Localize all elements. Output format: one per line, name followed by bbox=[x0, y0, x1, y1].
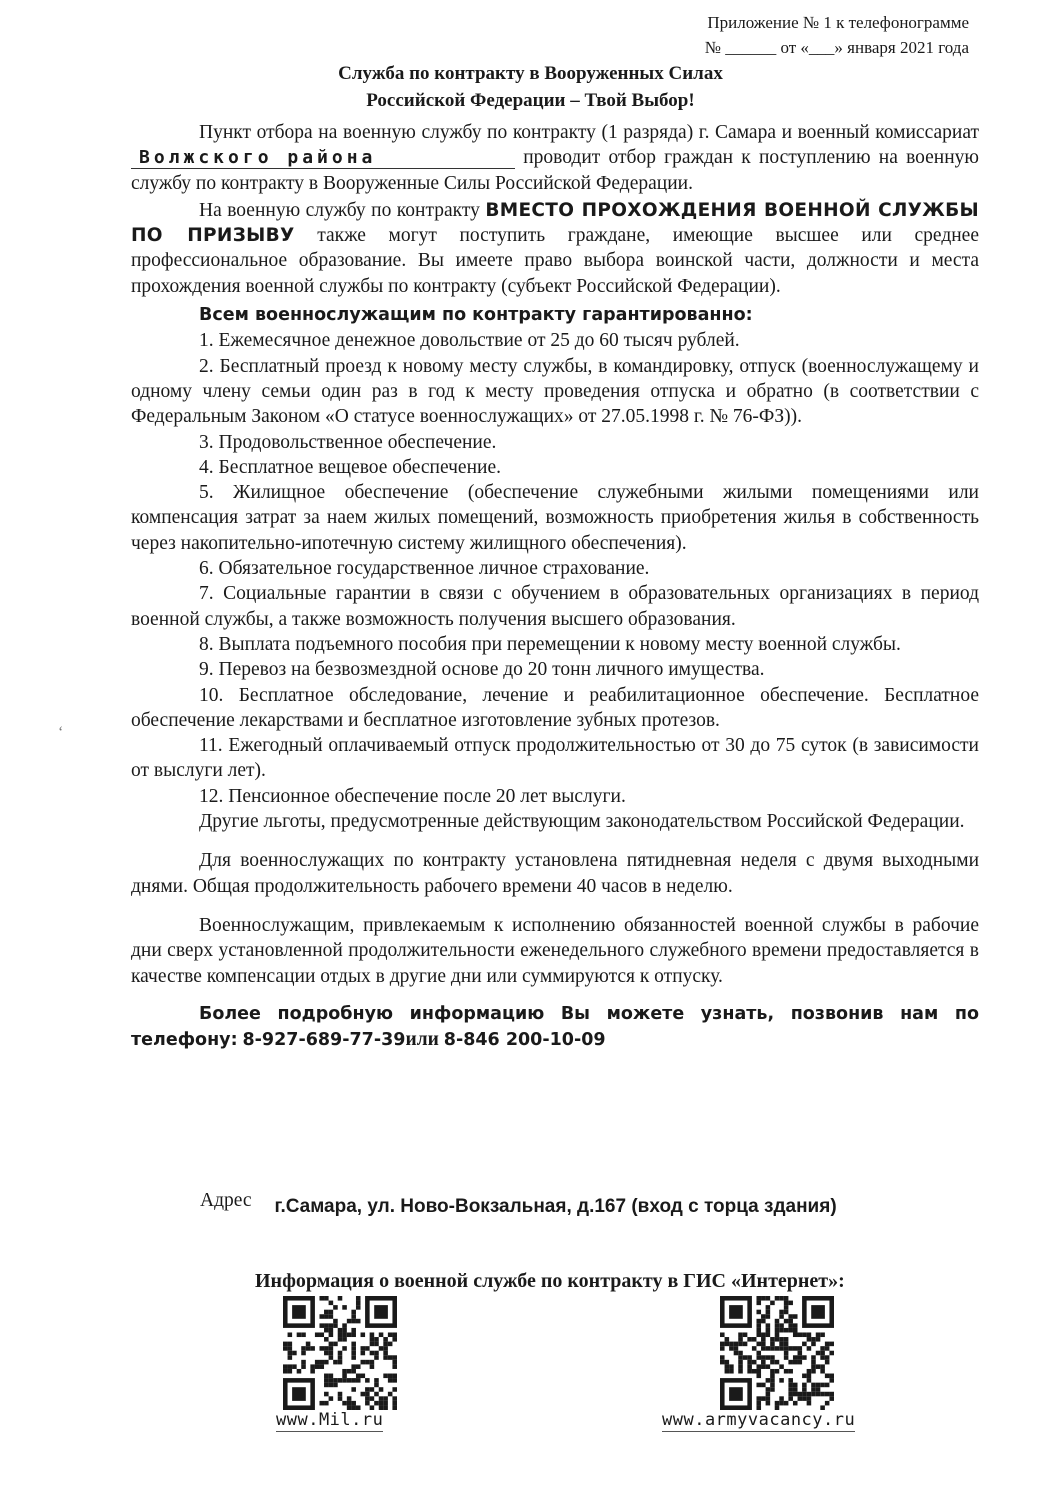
qr-block-mil bbox=[283, 1296, 397, 1415]
guarantee-item: 7. Социальные гарантии в связи с обучением в образовательных организациях в период военной службы, а также возможность получения высшего образования. bbox=[131, 583, 979, 630]
intro-text-start: Пункт отбора на военную службу по контракту (1 разряда) г. Самара и военный комиссариат bbox=[199, 122, 979, 143]
qr-code-icon bbox=[283, 1296, 397, 1410]
address-row bbox=[200, 1190, 837, 1217]
mil-ru-link[interactable]: www.Mil.ru bbox=[276, 1410, 384, 1430]
phone-1: 8-927-689-77-39 bbox=[242, 1030, 406, 1051]
internet-info-heading: Информация о военной службе по контракту в ГИС «Интернет»: bbox=[255, 1270, 845, 1292]
guarantee-item: 12. Пенсионное обеспечение после 20 лет выслуги. bbox=[199, 785, 626, 807]
address-label: Адрес bbox=[200, 1190, 252, 1211]
address-value: г.Самара, ул. Ново-Вокзальная, д.167 (вход с торца здания) bbox=[274, 1196, 837, 1217]
link-mil[interactable] bbox=[276, 1410, 383, 1430]
armyvacancy-link[interactable]: www.armyvacancy.ru bbox=[662, 1410, 856, 1430]
document-body bbox=[131, 120, 979, 1053]
title-line-1: Служба по контракту в Вооруженных Силах bbox=[338, 63, 723, 84]
guarantee-item: 8. Выплата подъемного пособия при перемещении к новому месту военной службы. bbox=[199, 633, 901, 655]
second-caps: ВМЕСТО ПРОХОЖДЕНИЯ ВОЕННОЙ СЛУЖБЫ ПО ПРИЗЫВУ bbox=[131, 199, 979, 247]
qr-block-armyvacancy bbox=[720, 1296, 834, 1415]
attachment-line-1: Приложение № 1 к телефонограмме bbox=[707, 13, 969, 32]
contact-text: Более подробную информацию Вы можете узнать, позвонив нам по телефону: bbox=[131, 1003, 979, 1051]
phone-2: 8-846 200-10-09 bbox=[443, 1030, 606, 1051]
second-lead: На военную службу по контракту bbox=[199, 199, 480, 221]
guarantee-item: 3. Продовольственное обеспечение. bbox=[199, 431, 497, 453]
guarantee-item: 10. Бесплатное обследование, лечение и реабилитационное обеспечение. Бесплатное обеспечение лекарствами и бесплатное изготовление зубных протезов. bbox=[131, 684, 979, 731]
second-paragraph bbox=[131, 198, 979, 299]
other-benefits: Другие льготы, предусмотренные действующим законодательством Российской Федерации. bbox=[199, 811, 965, 833]
guarantee-item: 9. Перевоз на безвозмездной основе до 20 тонн личного имущества. bbox=[199, 659, 765, 681]
contact-paragraph bbox=[131, 1001, 979, 1054]
attachment-line-2: № ______ от «___» января 2021 года bbox=[704, 38, 969, 57]
phone-or: или bbox=[405, 1029, 439, 1051]
title-line-2: Российской Федерации – Твой Выбор! bbox=[366, 90, 695, 111]
guarantee-item: 2. Бесплатный проезд к новому месту службы, в командировку, отпуск (военнослужащему и одному члену семьи один раз в год к месту проведения отпуска и обратно (в соответствии с Федеральным Законом «О статусе военнослужащих» от 27.05.1998 г. № 76-ФЗ)). bbox=[131, 355, 979, 428]
attachment-note bbox=[705, 10, 969, 60]
guarantees-list bbox=[131, 328, 979, 809]
document-title bbox=[0, 60, 1061, 114]
qr-code-icon bbox=[720, 1296, 834, 1410]
second-rest: также могут поступить граждане, имеющие высшее или среднее профессиональное образование. Вы имеете право выбора воинской части, должности и места прохождения военной службы по контракту (субъект Российской Федерации). bbox=[131, 225, 979, 297]
overtime-paragraph: Военнослужащим, привлекаемым к исполнению обязанностей военной службы в рабочие дни сверх установленной продолжительности еженедельного служебного времени предоставляется в качестве компенсации отдых в другие дни или суммируются к отпуску. bbox=[131, 914, 979, 987]
guarantee-item: 4. Бесплатное вещевое обеспечение. bbox=[199, 456, 501, 478]
guarantee-item: 11. Ежегодный оплачиваемый отпуск продолжительностью от 30 до 75 суток (в зависимости от выслуги лет). bbox=[131, 735, 979, 782]
guarantee-item: 6. Обязательное государственное личное страхование. bbox=[199, 558, 650, 580]
workweek-paragraph: Для военнослужащих по контракту установлена пятидневная неделя с двумя выходными днями. Общая продолжительность рабочего времени 40 часов в неделю. bbox=[131, 850, 979, 897]
intro-paragraph bbox=[131, 120, 979, 196]
guarantee-item: 1. Ежемесячное денежное довольствие от 25 до 60 тысяч рублей. bbox=[199, 330, 740, 352]
district-fill-in: Волжского района bbox=[131, 148, 515, 169]
guarantees-heading-text: Всем военнослужащим по контракту гарантированно: bbox=[199, 305, 753, 326]
guarantees-heading bbox=[131, 302, 979, 328]
margin-mark: ‘ bbox=[58, 724, 64, 741]
intro-text-end: проводит отбор граждан к поступлению на военную службу по контракту в Вооруженные Силы Российской Федерации. bbox=[131, 147, 979, 194]
guarantee-item: 5. Жилищное обеспечение (обеспечение служебными жилыми помещениями или компенсация затрат за наем жилых помещений, возможность приобретения жилья в собственность через накопительно-ипотечную систему жилищного обеспечения). bbox=[131, 482, 979, 554]
link-armyvacancy[interactable] bbox=[662, 1410, 855, 1430]
